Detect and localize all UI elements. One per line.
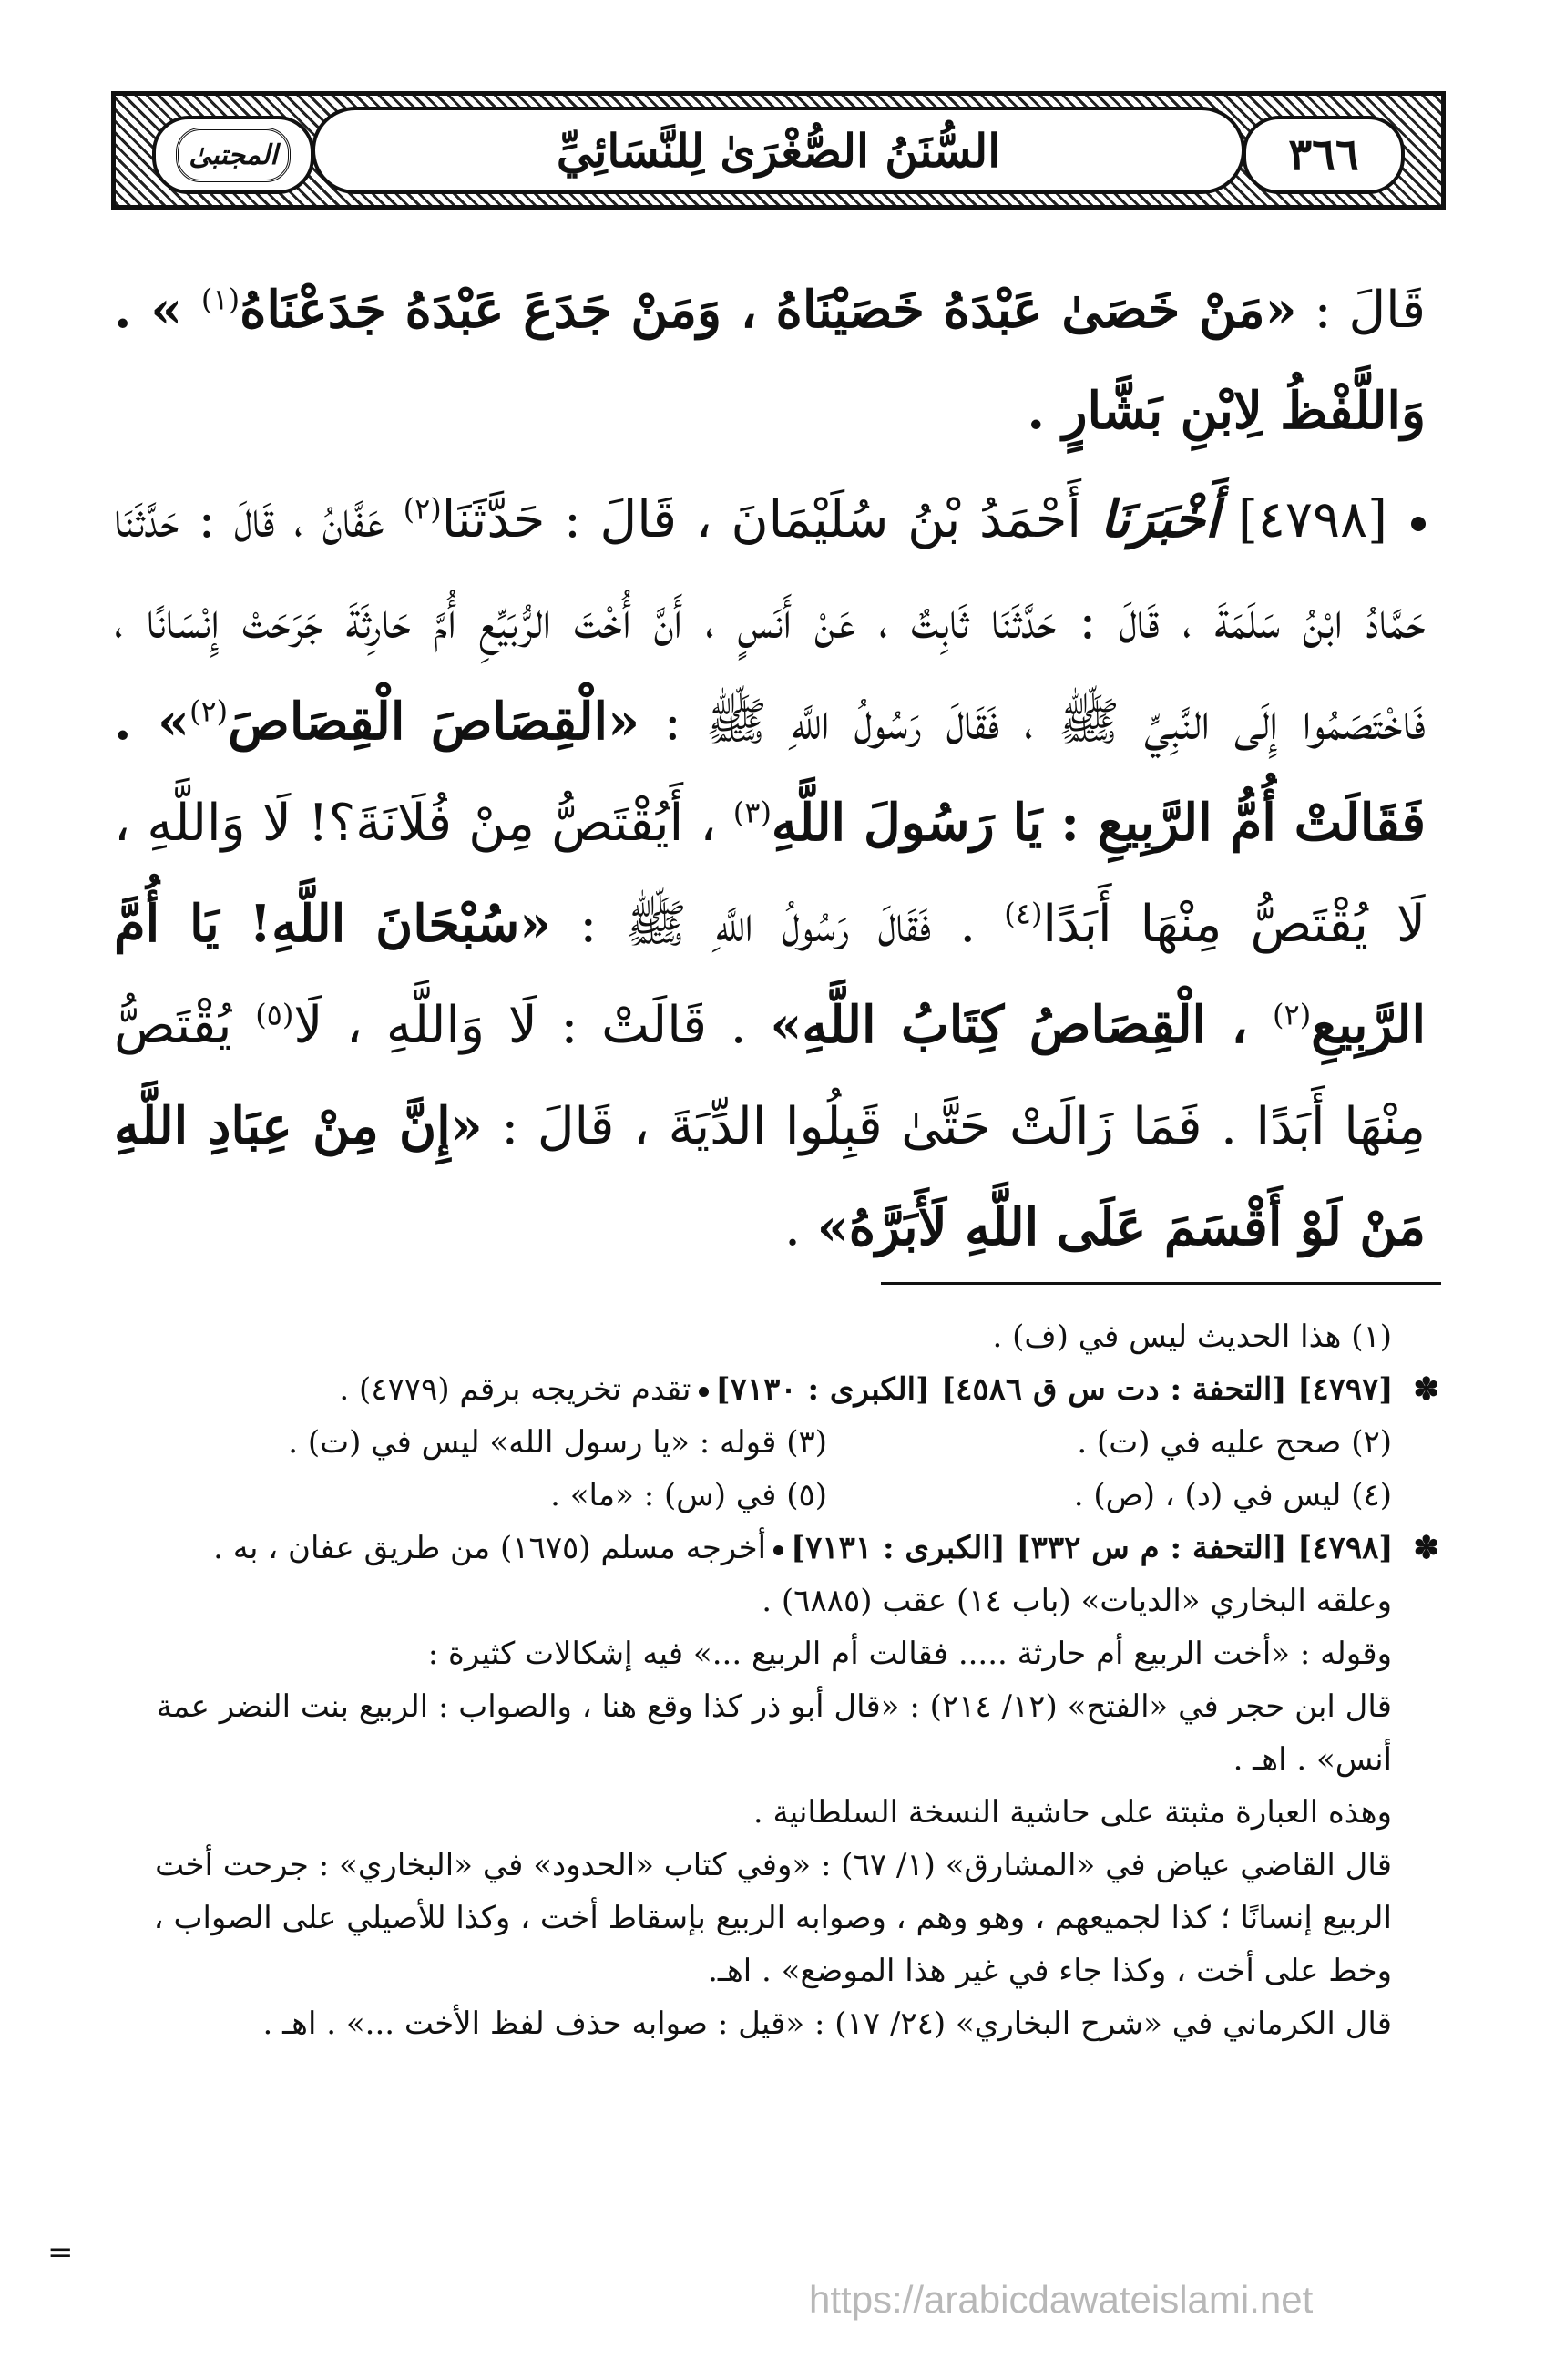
page-number [1243, 116, 1405, 194]
footnote-ref[interactable]: (٥) [255, 997, 294, 1032]
text: . قَالَتْ : لَا وَاللَّهِ ، لَا [293, 996, 771, 1055]
footnote-5: (٥) في (س) : «ما» . [550, 1477, 827, 1513]
footnote-ref[interactable]: (٢) [189, 693, 229, 729]
footnote-ref[interactable]: (٢) [403, 491, 442, 527]
footnote-ref[interactable]: (٣) [732, 795, 772, 830]
bullet-icon [773, 1545, 783, 1555]
footnote-1: (١) هذا الحديث ليس في (ف) . [992, 1318, 1392, 1355]
hadith-4797-ending [114, 260, 1426, 462]
text: ، أَيُقْتَصُّ مِنْ فُلَانَةَ؟! لَا وَاللَّهِ ، لَا يُقْتَصُّ مِنْهَا أَبَدًا [114, 794, 1426, 954]
takhrij-paragraph: قال القاضي عياض في «المشارق» (١/ ٦٧) : «وفي كتاب «الحدود» في «البخاري» : جرحت أخت الربيع إنسانًا ؛ كذا لجميعهم ، وهو وهم ، وصوابه الربيع بإسقاط أخت ، وكذا للأصيلي على الصواب ، وخط على أخت ، وكذا جاء في غير هذا الموضع» . اهـ. [153, 1847, 1392, 1989]
takhrij-line: وهذه العبارة مثبتة على حاشية النسخة السلطانية . [752, 1794, 1392, 1831]
footnotes-row-2-3 [128, 1416, 1439, 1469]
text: عَفَّانُ ، قَالَ : حَدَّثَنَا حَمَّادُ ابْنُ سَلَمَةَ ، قَالَ : حَدَّثَنَا ثَابِتٌ ، عَنْ أَنَسٍ ، أَنَّ أُخْتَ الرُّبَيِّعِ أُمَّ حَارِثَةَ جَرَحَتْ إِنْسَانًا ، فَاخْتَصَمُوا إِلَى النَّبِيِّ ﷺ ، فَقَالَ رَسُولُ اللَّهِ ﷺ : [114, 490, 1426, 752]
takhrij-refs: [٤٧٩٨] [التحفة : م س ٣٣٢] [الكبرى : ٧١٣١] [791, 1530, 1394, 1566]
hadith-4798 [114, 469, 1426, 1278]
hadith-number: [٤٧٩٨] [1219, 490, 1388, 549]
text: يُقْتَصُّ مِنْهَا أَبَدًا . فَمَا زَالَتْ حَتَّىٰ قَبِلُوا الدِّيَةَ ، قَالَ : [114, 996, 1426, 1156]
takhrij-4798 [128, 1522, 1439, 1575]
narration-word: أَخْبَرَنَا [1100, 489, 1220, 549]
continuation-mark: = [47, 2234, 74, 2271]
footnote-2: (٢) صحح عليه في (ت) . [1077, 1424, 1392, 1461]
page-number-text: ٣٦٦ [1288, 129, 1359, 180]
footnote-4: (٤) ليس في (د) ، (ص) . [1073, 1477, 1392, 1513]
bullet-icon [1411, 517, 1426, 531]
footnote-3: (٣) قوله : «يا رسول الله» ليس في (ت) . [288, 1424, 827, 1461]
takhrij-4797 [128, 1363, 1439, 1416]
footnote-separator [881, 1282, 1441, 1285]
takhrij-paragraph: قال ابن حجر في «الفتح» (١٢/ ٢١٤) : «قال أبو ذر كذا وقع هنا ، والصواب : الربيع بنت النضر عمة أنس» . اهـ . [156, 1688, 1392, 1778]
prophetic-quote: «الْقِصَاصَ الْقِصَاصَ [228, 692, 640, 752]
logo-ornament-icon [176, 128, 291, 182]
logo-text: المجتبىٰ [189, 138, 278, 171]
text: . فَقَالَ رَسُولُ اللَّهِ ﷺ : [551, 895, 1005, 954]
takhrij-line: وقوله : «أخت الربيع أم حارثة ..... فقالت أم الربيع ...» فيه إشكالات كثيرة : [427, 1636, 1392, 1672]
text: . [784, 1198, 817, 1257]
hadith-body [114, 260, 1426, 1278]
text: » . وَاللَّفْظُ لِابْنِ بَشَّارٍ . [114, 280, 1426, 441]
takhrij-text: تقدم تخريجه برقم (٤٧٧٩) . [339, 1371, 691, 1408]
bullet-icon [699, 1387, 709, 1397]
prophetic-quote: «سُبْحَانَ اللَّهِ! يَا أُمَّ الرَّبِيعِ [114, 894, 1427, 1055]
takhrij-line: قال الكرماني في «شرح البخاري» (٢٤/ ١٧) : «قيل : صوابه حذف لفظ الأخت ...» . اهـ . [262, 2006, 1392, 2042]
takhrij-line: وعلقه البخاري «الديات» (باب ١٤) عقب (٦٨٨٥) . [762, 1583, 1392, 1619]
footnote-ref[interactable]: (٢) [1273, 997, 1312, 1032]
footnote-ref[interactable]: (١) [200, 282, 240, 317]
footnotes-row-4-5 [128, 1469, 1439, 1522]
footnotes [128, 1310, 1439, 2050]
prophetic-quote: «مَنْ خَصَىٰ عَبْدَهُ خَصَيْنَاهُ ، وَمَنْ جَدَعَ عَبْدَهُ جَدَعْنَاهُ [240, 280, 1297, 340]
watermark-url: https://arabicdawateislami.net [809, 2278, 1314, 2321]
text: أَحْمَدُ بْنُ سُلَيْمَانَ ، قَالَ : حَدَّثَنَا [441, 490, 1100, 549]
footnote-ref[interactable]: (٤) [1004, 896, 1043, 931]
takhrij-refs: [٤٧٩٧] [التحفة : دت س ق ٤٥٨٦] [الكبرى : ٧١٣٠] [715, 1371, 1394, 1408]
text: قَالَ : [1296, 281, 1426, 340]
asterisk-icon: ✽ [1413, 1530, 1439, 1566]
prophetic-quote: ، الْقِصَاصُ كِتَابُ اللَّهِ» [770, 995, 1274, 1055]
text: » . فَقَالَتْ أُمُّ الرَّبِيعِ : يَا رَسُولَ اللَّهِ [114, 692, 1426, 853]
page-header [111, 91, 1446, 210]
book-title: السُّنَنُ الصُّغْرَىٰ لِلنَّسَائِيِّ [556, 123, 1001, 178]
prophetic-quote: «إِنَّ مِنْ عِبَادِ اللَّهِ مَنْ لَوْ أَقْسَمَ عَلَى اللَّهِ لَأَبَرَّهُ» [114, 1096, 1426, 1257]
header-title-frame [312, 107, 1245, 194]
series-logo [152, 116, 314, 194]
takhrij-text: أخرجه مسلم (١٦٧٥) من طريق عفان ، به . [213, 1530, 767, 1566]
asterisk-icon: ✽ [1413, 1371, 1439, 1408]
